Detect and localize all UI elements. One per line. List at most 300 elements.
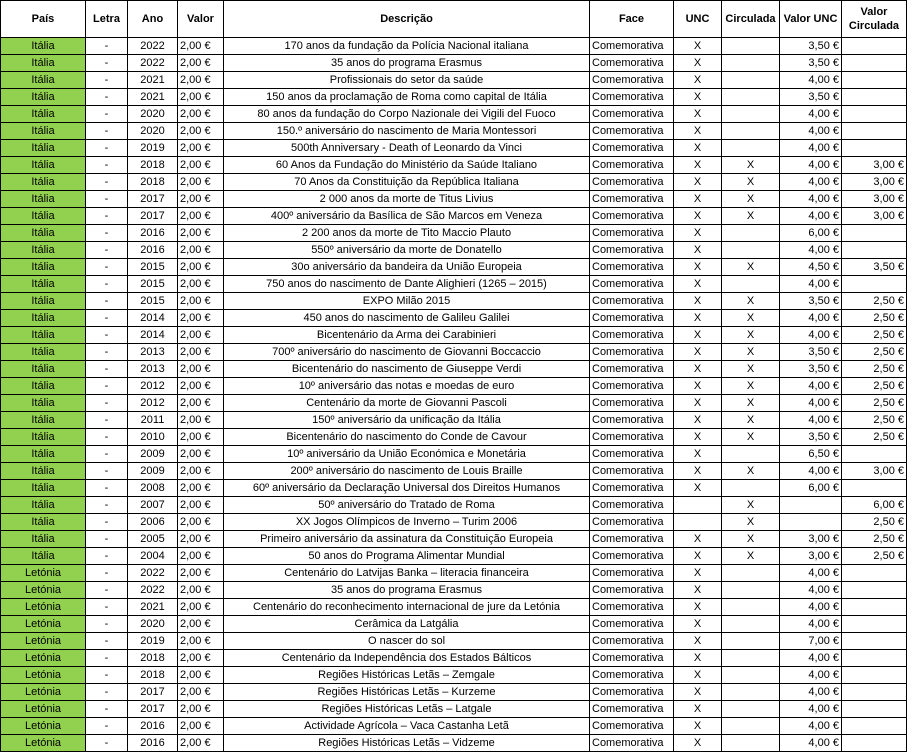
cell-ano[interactable]: 2007: [128, 497, 178, 514]
cell-letra[interactable]: -: [86, 140, 128, 157]
cell-circulada[interactable]: X: [722, 497, 780, 514]
cell-letra[interactable]: -: [86, 327, 128, 344]
cell-ano[interactable]: 2016: [128, 735, 178, 752]
cell-valor-circulada[interactable]: [842, 684, 907, 701]
cell-ano[interactable]: 2012: [128, 378, 178, 395]
cell-pais[interactable]: Itália: [1, 446, 86, 463]
cell-descricao[interactable]: Regiões Históricas Letãs – Kurzeme: [224, 684, 590, 701]
cell-unc[interactable]: X: [674, 565, 722, 582]
cell-ano[interactable]: 2022: [128, 582, 178, 599]
cell-valor[interactable]: 2,00 €: [178, 650, 224, 667]
cell-pais[interactable]: Itália: [1, 259, 86, 276]
cell-pais[interactable]: Letónia: [1, 718, 86, 735]
cell-letra[interactable]: -: [86, 633, 128, 650]
header-valor-circulada[interactable]: Valor Circulada: [842, 1, 907, 38]
cell-circulada[interactable]: [722, 123, 780, 140]
cell-valor-unc[interactable]: 4,00 €: [780, 412, 842, 429]
cell-circulada[interactable]: X: [722, 361, 780, 378]
cell-valor[interactable]: 2,00 €: [178, 208, 224, 225]
cell-unc[interactable]: X: [674, 123, 722, 140]
cell-valor[interactable]: 2,00 €: [178, 412, 224, 429]
cell-valor-unc[interactable]: 4,00 €: [780, 191, 842, 208]
cell-letra[interactable]: -: [86, 667, 128, 684]
cell-valor[interactable]: 2,00 €: [178, 140, 224, 157]
cell-pais[interactable]: Itália: [1, 157, 86, 174]
cell-descricao[interactable]: 2 200 anos da morte de Tito Maccio Plauto: [224, 225, 590, 242]
cell-unc[interactable]: X: [674, 548, 722, 565]
cell-descricao[interactable]: 500th Anniversary - Death of Leonardo da Vinci: [224, 140, 590, 157]
cell-descricao[interactable]: 10º aniversário das notas e moedas de euro: [224, 378, 590, 395]
cell-pais[interactable]: Itália: [1, 191, 86, 208]
cell-valor-unc[interactable]: 4,00 €: [780, 174, 842, 191]
cell-valor-circulada[interactable]: [842, 106, 907, 123]
cell-unc[interactable]: X: [674, 667, 722, 684]
cell-valor-unc[interactable]: 4,00 €: [780, 378, 842, 395]
cell-valor-circulada[interactable]: [842, 89, 907, 106]
cell-pais[interactable]: Letónia: [1, 735, 86, 752]
cell-valor-circulada[interactable]: 2,50 €: [842, 548, 907, 565]
cell-face[interactable]: Comemorativa: [590, 106, 674, 123]
cell-face[interactable]: Comemorativa: [590, 208, 674, 225]
cell-letra[interactable]: -: [86, 38, 128, 55]
cell-face[interactable]: Comemorativa: [590, 225, 674, 242]
cell-circulada[interactable]: [722, 242, 780, 259]
cell-pais[interactable]: Itália: [1, 208, 86, 225]
cell-face[interactable]: Comemorativa: [590, 191, 674, 208]
cell-pais[interactable]: Itália: [1, 548, 86, 565]
cell-letra[interactable]: -: [86, 157, 128, 174]
cell-unc[interactable]: X: [674, 276, 722, 293]
cell-valor-circulada[interactable]: [842, 582, 907, 599]
cell-circulada[interactable]: [722, 633, 780, 650]
cell-pais[interactable]: Itália: [1, 344, 86, 361]
cell-letra[interactable]: -: [86, 412, 128, 429]
cell-valor[interactable]: 2,00 €: [178, 463, 224, 480]
cell-descricao[interactable]: 50º aniversário do Tratado de Roma: [224, 497, 590, 514]
cell-valor-unc[interactable]: 3,50 €: [780, 429, 842, 446]
cell-descricao[interactable]: Bicentenário da Arma dei Carabinieri: [224, 327, 590, 344]
cell-pais[interactable]: Itália: [1, 361, 86, 378]
cell-ano[interactable]: 2020: [128, 616, 178, 633]
cell-valor-unc[interactable]: 3,50 €: [780, 344, 842, 361]
cell-valor[interactable]: 2,00 €: [178, 327, 224, 344]
cell-valor[interactable]: 2,00 €: [178, 667, 224, 684]
cell-face[interactable]: Comemorativa: [590, 89, 674, 106]
cell-letra[interactable]: -: [86, 55, 128, 72]
header-ano[interactable]: Ano: [128, 1, 178, 38]
cell-pais[interactable]: Itália: [1, 497, 86, 514]
cell-valor[interactable]: 2,00 €: [178, 735, 224, 752]
cell-descricao[interactable]: EXPO Milão 2015: [224, 293, 590, 310]
cell-circulada[interactable]: [722, 735, 780, 752]
cell-circulada[interactable]: [722, 38, 780, 55]
cell-descricao[interactable]: 35 anos do programa Erasmus: [224, 582, 590, 599]
cell-ano[interactable]: 2008: [128, 480, 178, 497]
cell-pais[interactable]: Itália: [1, 531, 86, 548]
cell-pais[interactable]: Itália: [1, 395, 86, 412]
cell-unc[interactable]: X: [674, 599, 722, 616]
cell-descricao[interactable]: 150.º aniversário do nascimento de Maria Montessori: [224, 123, 590, 140]
cell-face[interactable]: Comemorativa: [590, 616, 674, 633]
cell-unc[interactable]: X: [674, 157, 722, 174]
cell-letra[interactable]: -: [86, 208, 128, 225]
cell-valor-circulada[interactable]: 3,50 €: [842, 259, 907, 276]
cell-pais[interactable]: Letónia: [1, 633, 86, 650]
cell-ano[interactable]: 2009: [128, 446, 178, 463]
cell-face[interactable]: Comemorativa: [590, 378, 674, 395]
cell-valor[interactable]: 2,00 €: [178, 72, 224, 89]
cell-face[interactable]: Comemorativa: [590, 361, 674, 378]
cell-valor-circulada[interactable]: 3,00 €: [842, 174, 907, 191]
cell-circulada[interactable]: [722, 89, 780, 106]
cell-circulada[interactable]: X: [722, 412, 780, 429]
cell-valor-unc[interactable]: 4,00 €: [780, 735, 842, 752]
cell-valor-circulada[interactable]: 2,50 €: [842, 429, 907, 446]
cell-circulada[interactable]: [722, 616, 780, 633]
cell-valor-circulada[interactable]: [842, 276, 907, 293]
cell-ano[interactable]: 2018: [128, 174, 178, 191]
cell-ano[interactable]: 2021: [128, 89, 178, 106]
cell-unc[interactable]: X: [674, 446, 722, 463]
cell-letra[interactable]: -: [86, 446, 128, 463]
cell-descricao[interactable]: 150º aniversário da unificação da Itália: [224, 412, 590, 429]
cell-face[interactable]: Comemorativa: [590, 242, 674, 259]
cell-valor[interactable]: 2,00 €: [178, 89, 224, 106]
cell-pais[interactable]: Itália: [1, 225, 86, 242]
cell-pais[interactable]: Itália: [1, 174, 86, 191]
cell-descricao[interactable]: 80 anos da fundação do Corpo Nazionale dei Vigili del Fuoco: [224, 106, 590, 123]
cell-letra[interactable]: -: [86, 395, 128, 412]
cell-ano[interactable]: 2020: [128, 123, 178, 140]
cell-circulada[interactable]: [722, 276, 780, 293]
cell-unc[interactable]: X: [674, 191, 722, 208]
cell-circulada[interactable]: [722, 701, 780, 718]
cell-ano[interactable]: 2013: [128, 361, 178, 378]
cell-valor-circulada[interactable]: 2,50 €: [842, 514, 907, 531]
cell-valor[interactable]: 2,00 €: [178, 106, 224, 123]
cell-ano[interactable]: 2015: [128, 293, 178, 310]
cell-valor-circulada[interactable]: 3,00 €: [842, 463, 907, 480]
cell-valor-unc[interactable]: 3,50 €: [780, 293, 842, 310]
cell-letra[interactable]: -: [86, 89, 128, 106]
cell-letra[interactable]: -: [86, 735, 128, 752]
cell-valor-circulada[interactable]: [842, 72, 907, 89]
cell-descricao[interactable]: Actividade Agrícola – Vaca Castanha Letã: [224, 718, 590, 735]
cell-descricao[interactable]: Profissionais do setor da saúde: [224, 72, 590, 89]
cell-descricao[interactable]: Regiões Históricas Letãs – Latgale: [224, 701, 590, 718]
header-valor-unc[interactable]: Valor UNC: [780, 1, 842, 38]
cell-valor-circulada[interactable]: [842, 140, 907, 157]
cell-valor[interactable]: 2,00 €: [178, 684, 224, 701]
cell-letra[interactable]: -: [86, 599, 128, 616]
cell-letra[interactable]: -: [86, 565, 128, 582]
cell-unc[interactable]: X: [674, 327, 722, 344]
cell-face[interactable]: Comemorativa: [590, 276, 674, 293]
cell-valor-circulada[interactable]: 2,50 €: [842, 531, 907, 548]
cell-descricao[interactable]: 30o aniversário da bandeira da União Europeia: [224, 259, 590, 276]
cell-valor-unc[interactable]: 4,00 €: [780, 208, 842, 225]
cell-pais[interactable]: Letónia: [1, 616, 86, 633]
cell-circulada[interactable]: X: [722, 531, 780, 548]
cell-ano[interactable]: 2019: [128, 633, 178, 650]
cell-letra[interactable]: -: [86, 718, 128, 735]
cell-descricao[interactable]: Centenário do reconhecimento internacional de jure da Letónia: [224, 599, 590, 616]
cell-valor[interactable]: 2,00 €: [178, 582, 224, 599]
cell-ano[interactable]: 2015: [128, 276, 178, 293]
cell-valor-circulada[interactable]: 2,50 €: [842, 361, 907, 378]
cell-valor[interactable]: 2,00 €: [178, 531, 224, 548]
cell-valor[interactable]: 2,00 €: [178, 701, 224, 718]
cell-letra[interactable]: -: [86, 684, 128, 701]
cell-descricao[interactable]: 200º aniversário do nascimento de Louis Braille: [224, 463, 590, 480]
cell-circulada[interactable]: [722, 480, 780, 497]
cell-circulada[interactable]: [722, 106, 780, 123]
cell-valor[interactable]: 2,00 €: [178, 429, 224, 446]
cell-pais[interactable]: Letónia: [1, 684, 86, 701]
cell-pais[interactable]: Itália: [1, 293, 86, 310]
cell-pais[interactable]: Itália: [1, 38, 86, 55]
cell-descricao[interactable]: Bicentenário do nascimento do Conde de Cavour: [224, 429, 590, 446]
cell-valor[interactable]: 2,00 €: [178, 480, 224, 497]
cell-letra[interactable]: -: [86, 378, 128, 395]
cell-unc[interactable]: [674, 514, 722, 531]
cell-ano[interactable]: 2018: [128, 650, 178, 667]
cell-descricao[interactable]: 550º aniversário da morte de Donatello: [224, 242, 590, 259]
cell-valor[interactable]: 2,00 €: [178, 276, 224, 293]
cell-valor-circulada[interactable]: [842, 599, 907, 616]
cell-descricao[interactable]: 35 anos do programa Erasmus: [224, 55, 590, 72]
cell-descricao[interactable]: 2 000 anos da morte de Titus Livius: [224, 191, 590, 208]
cell-unc[interactable]: X: [674, 174, 722, 191]
cell-face[interactable]: Comemorativa: [590, 599, 674, 616]
cell-circulada[interactable]: [722, 667, 780, 684]
cell-valor-circulada[interactable]: [842, 650, 907, 667]
cell-valor-circulada[interactable]: [842, 123, 907, 140]
cell-descricao[interactable]: O nascer do sol: [224, 633, 590, 650]
cell-unc[interactable]: X: [674, 463, 722, 480]
cell-descricao[interactable]: 400º aniversário da Basílica de São Marcos em Veneza: [224, 208, 590, 225]
cell-valor-circulada[interactable]: [842, 446, 907, 463]
cell-face[interactable]: Comemorativa: [590, 395, 674, 412]
cell-pais[interactable]: Letónia: [1, 650, 86, 667]
cell-circulada[interactable]: X: [722, 310, 780, 327]
cell-valor-unc[interactable]: 4,00 €: [780, 684, 842, 701]
cell-valor-unc[interactable]: 4,00 €: [780, 582, 842, 599]
cell-circulada[interactable]: [722, 140, 780, 157]
cell-face[interactable]: Comemorativa: [590, 123, 674, 140]
cell-unc[interactable]: X: [674, 38, 722, 55]
cell-valor-circulada[interactable]: [842, 225, 907, 242]
cell-face[interactable]: Comemorativa: [590, 565, 674, 582]
cell-face[interactable]: Comemorativa: [590, 310, 674, 327]
cell-unc[interactable]: X: [674, 531, 722, 548]
cell-face[interactable]: Comemorativa: [590, 684, 674, 701]
cell-ano[interactable]: 2016: [128, 242, 178, 259]
cell-letra[interactable]: -: [86, 480, 128, 497]
cell-pais[interactable]: Letónia: [1, 701, 86, 718]
cell-ano[interactable]: 2015: [128, 259, 178, 276]
cell-descricao[interactable]: Regiões Históricas Letãs – Zemgale: [224, 667, 590, 684]
cell-unc[interactable]: X: [674, 208, 722, 225]
cell-descricao[interactable]: 750 anos do nascimento de Dante Alighieri (1265 – 2015): [224, 276, 590, 293]
cell-circulada[interactable]: X: [722, 327, 780, 344]
cell-face[interactable]: Comemorativa: [590, 157, 674, 174]
cell-unc[interactable]: X: [674, 684, 722, 701]
cell-face[interactable]: Comemorativa: [590, 735, 674, 752]
cell-ano[interactable]: 2017: [128, 684, 178, 701]
cell-descricao[interactable]: Centenário da Independência dos Estados Bálticos: [224, 650, 590, 667]
cell-letra[interactable]: -: [86, 191, 128, 208]
cell-unc[interactable]: X: [674, 361, 722, 378]
cell-letra[interactable]: -: [86, 514, 128, 531]
cell-face[interactable]: Comemorativa: [590, 72, 674, 89]
cell-valor-circulada[interactable]: 2,50 €: [842, 344, 907, 361]
cell-circulada[interactable]: X: [722, 293, 780, 310]
cell-pais[interactable]: Letónia: [1, 599, 86, 616]
cell-pais[interactable]: Itália: [1, 429, 86, 446]
cell-circulada[interactable]: X: [722, 208, 780, 225]
cell-face[interactable]: Comemorativa: [590, 344, 674, 361]
cell-valor-unc[interactable]: 4,00 €: [780, 276, 842, 293]
cell-unc[interactable]: X: [674, 582, 722, 599]
cell-letra[interactable]: -: [86, 225, 128, 242]
cell-circulada[interactable]: [722, 650, 780, 667]
cell-descricao[interactable]: 700º aniversário do nascimento de Giovanni Boccaccio: [224, 344, 590, 361]
cell-valor-circulada[interactable]: [842, 616, 907, 633]
cell-pais[interactable]: Itália: [1, 72, 86, 89]
cell-unc[interactable]: X: [674, 395, 722, 412]
cell-valor[interactable]: 2,00 €: [178, 123, 224, 140]
cell-valor-circulada[interactable]: [842, 735, 907, 752]
cell-letra[interactable]: -: [86, 548, 128, 565]
cell-letra[interactable]: -: [86, 531, 128, 548]
cell-letra[interactable]: -: [86, 582, 128, 599]
cell-circulada[interactable]: X: [722, 395, 780, 412]
cell-descricao[interactable]: Cerâmica da Latgália: [224, 616, 590, 633]
cell-letra[interactable]: -: [86, 174, 128, 191]
cell-descricao[interactable]: 10º aniversário da União Económica e Monetária: [224, 446, 590, 463]
cell-pais[interactable]: Itália: [1, 106, 86, 123]
cell-valor-unc[interactable]: 7,00 €: [780, 633, 842, 650]
cell-valor-unc[interactable]: 4,00 €: [780, 140, 842, 157]
cell-valor[interactable]: 2,00 €: [178, 718, 224, 735]
cell-valor[interactable]: 2,00 €: [178, 599, 224, 616]
cell-valor[interactable]: 2,00 €: [178, 361, 224, 378]
cell-ano[interactable]: 2021: [128, 72, 178, 89]
cell-ano[interactable]: 2012: [128, 395, 178, 412]
cell-face[interactable]: Comemorativa: [590, 412, 674, 429]
cell-valor-unc[interactable]: 4,00 €: [780, 599, 842, 616]
cell-pais[interactable]: Letónia: [1, 667, 86, 684]
cell-valor-unc[interactable]: 4,00 €: [780, 123, 842, 140]
cell-valor-circulada[interactable]: [842, 633, 907, 650]
cell-letra[interactable]: -: [86, 344, 128, 361]
cell-circulada[interactable]: X: [722, 259, 780, 276]
cell-circulada[interactable]: [722, 446, 780, 463]
cell-pais[interactable]: Itália: [1, 378, 86, 395]
cell-valor-unc[interactable]: 4,00 €: [780, 701, 842, 718]
cell-valor[interactable]: 2,00 €: [178, 497, 224, 514]
cell-valor-unc[interactable]: 4,00 €: [780, 310, 842, 327]
cell-circulada[interactable]: X: [722, 514, 780, 531]
cell-circulada[interactable]: X: [722, 157, 780, 174]
cell-circulada[interactable]: X: [722, 429, 780, 446]
cell-valor-unc[interactable]: 4,00 €: [780, 72, 842, 89]
header-descricao[interactable]: Descrição: [224, 1, 590, 38]
cell-ano[interactable]: 2022: [128, 55, 178, 72]
cell-valor-circulada[interactable]: 2,50 €: [842, 378, 907, 395]
cell-pais[interactable]: Itália: [1, 140, 86, 157]
cell-face[interactable]: Comemorativa: [590, 140, 674, 157]
cell-face[interactable]: Comemorativa: [590, 55, 674, 72]
cell-pais[interactable]: Itália: [1, 310, 86, 327]
cell-valor-unc[interactable]: 3,50 €: [780, 55, 842, 72]
cell-ano[interactable]: 2016: [128, 718, 178, 735]
cell-valor[interactable]: 2,00 €: [178, 225, 224, 242]
cell-unc[interactable]: X: [674, 480, 722, 497]
cell-valor-unc[interactable]: 4,00 €: [780, 395, 842, 412]
cell-valor-unc[interactable]: 4,00 €: [780, 616, 842, 633]
cell-face[interactable]: Comemorativa: [590, 38, 674, 55]
cell-valor[interactable]: 2,00 €: [178, 378, 224, 395]
cell-face[interactable]: Comemorativa: [590, 463, 674, 480]
cell-descricao[interactable]: 50 anos do Programa Alimentar Mundial: [224, 548, 590, 565]
cell-valor[interactable]: 2,00 €: [178, 548, 224, 565]
cell-letra[interactable]: -: [86, 361, 128, 378]
cell-ano[interactable]: 2011: [128, 412, 178, 429]
cell-valor-unc[interactable]: 6,50 €: [780, 446, 842, 463]
cell-valor[interactable]: 2,00 €: [178, 310, 224, 327]
cell-letra[interactable]: -: [86, 293, 128, 310]
cell-ano[interactable]: 2022: [128, 565, 178, 582]
cell-valor-circulada[interactable]: [842, 480, 907, 497]
cell-valor-unc[interactable]: [780, 514, 842, 531]
cell-valor[interactable]: 2,00 €: [178, 616, 224, 633]
cell-valor-circulada[interactable]: 2,50 €: [842, 310, 907, 327]
cell-face[interactable]: Comemorativa: [590, 480, 674, 497]
cell-ano[interactable]: 2017: [128, 208, 178, 225]
cell-valor-unc[interactable]: 4,00 €: [780, 242, 842, 259]
cell-ano[interactable]: 2021: [128, 599, 178, 616]
cell-unc[interactable]: X: [674, 650, 722, 667]
cell-valor[interactable]: 2,00 €: [178, 344, 224, 361]
cell-valor-unc[interactable]: 4,00 €: [780, 718, 842, 735]
cell-unc[interactable]: X: [674, 310, 722, 327]
cell-ano[interactable]: 2013: [128, 344, 178, 361]
cell-ano[interactable]: 2014: [128, 310, 178, 327]
cell-pais[interactable]: Itália: [1, 55, 86, 72]
cell-valor-unc[interactable]: 3,50 €: [780, 361, 842, 378]
header-valor[interactable]: Valor: [178, 1, 224, 38]
cell-letra[interactable]: -: [86, 650, 128, 667]
cell-face[interactable]: Comemorativa: [590, 174, 674, 191]
cell-pais[interactable]: Itália: [1, 123, 86, 140]
cell-letra[interactable]: -: [86, 123, 128, 140]
cell-valor[interactable]: 2,00 €: [178, 157, 224, 174]
cell-descricao[interactable]: Bicentenário do nascimento de Giuseppe Verdi: [224, 361, 590, 378]
cell-valor[interactable]: 2,00 €: [178, 259, 224, 276]
cell-valor-unc[interactable]: 4,00 €: [780, 650, 842, 667]
cell-pais[interactable]: Itália: [1, 412, 86, 429]
cell-face[interactable]: Comemorativa: [590, 548, 674, 565]
cell-valor[interactable]: 2,00 €: [178, 446, 224, 463]
cell-pais[interactable]: Itália: [1, 463, 86, 480]
cell-valor-circulada[interactable]: 3,00 €: [842, 208, 907, 225]
cell-face[interactable]: Comemorativa: [590, 667, 674, 684]
cell-letra[interactable]: -: [86, 310, 128, 327]
cell-valor-circulada[interactable]: [842, 55, 907, 72]
cell-face[interactable]: Comemorativa: [590, 327, 674, 344]
